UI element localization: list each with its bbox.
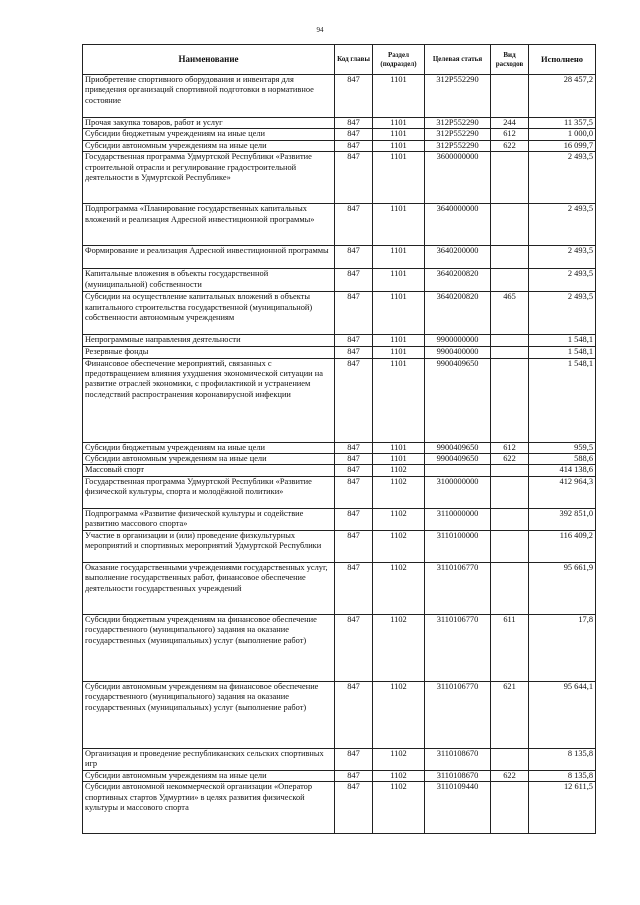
table-row [83, 129, 596, 140]
row-executed-cell: 2 493,5 [529, 152, 596, 204]
header-section: Раздел (подраздел) [373, 45, 425, 75]
row-name-cell: Субсидии автономным учреждениям на иные цели [83, 770, 335, 781]
row-chapter-code-cell: 847 [335, 152, 373, 204]
row-expense-type-cell [491, 530, 529, 562]
row-name-cell: Капитальные вложения в объекты государственной (муниципальной) собственности [83, 269, 335, 292]
row-chapter-code-cell: 847 [335, 442, 373, 453]
row-chapter-code-cell: 847 [335, 770, 373, 781]
table-row [83, 269, 596, 292]
row-expense-type-cell: 621 [491, 681, 529, 748]
row-chapter-code-cell: 847 [335, 75, 373, 118]
row-executed-cell: 12 611,5 [529, 782, 596, 834]
row-name-cell: Субсидии на осуществление капитальных вложений в объекты капитального строительства государственной (муниципальной) собственности автономным учреждениям [83, 292, 335, 335]
row-target-article-cell: 3110108670 [425, 770, 491, 781]
row-name-cell: Организация и проведение республиканских сельских спортивных игр [83, 748, 335, 770]
row-expense-type-cell: 622 [491, 454, 529, 465]
row-chapter-code-cell: 847 [335, 347, 373, 358]
row-executed-cell: 17,8 [529, 614, 596, 681]
row-section-cell: 1102 [373, 748, 425, 770]
row-section-cell: 1101 [373, 140, 425, 151]
row-chapter-code-cell: 847 [335, 508, 373, 530]
row-target-article-cell: 3110100000 [425, 530, 491, 562]
row-section-cell: 1102 [373, 465, 425, 476]
table-row [83, 562, 596, 614]
header-expense-type: Вид расходов [491, 45, 529, 75]
row-section-cell: 1102 [373, 782, 425, 834]
table-row [83, 347, 596, 358]
row-expense-type-cell: 622 [491, 770, 529, 781]
row-expense-type-cell: 612 [491, 129, 529, 140]
row-target-article-cell: 3640200000 [425, 246, 491, 269]
row-target-article-cell: 3110108670 [425, 748, 491, 770]
row-expense-type-cell [491, 465, 529, 476]
table-row [83, 454, 596, 465]
row-target-article-cell: 312P552290 [425, 129, 491, 140]
table-row [83, 140, 596, 151]
row-chapter-code-cell: 847 [335, 681, 373, 748]
row-chapter-code-cell: 847 [335, 129, 373, 140]
row-executed-cell: 8 135,8 [529, 748, 596, 770]
budget-execution-table [82, 44, 596, 834]
row-section-cell: 1101 [373, 129, 425, 140]
row-expense-type-cell [491, 152, 529, 204]
row-target-article-cell: 3640200820 [425, 292, 491, 335]
row-target-article-cell: 3640200820 [425, 269, 491, 292]
row-section-cell: 1101 [373, 442, 425, 453]
row-section-cell: 1101 [373, 152, 425, 204]
row-name-cell: Прочая закупка товаров, работ и услуг [83, 118, 335, 129]
row-target-article-cell: 3640000000 [425, 204, 491, 246]
row-section-cell: 1102 [373, 770, 425, 781]
row-executed-cell: 8 135,8 [529, 770, 596, 781]
table-row [83, 782, 596, 834]
row-section-cell: 1101 [373, 347, 425, 358]
row-name-cell: Оказание государственными учреждениями государственных услуг, выполнение государственных работ, финансовое обеспечение деятельности государственных учреждений [83, 562, 335, 614]
row-section-cell: 1101 [373, 335, 425, 347]
row-name-cell: Подпрограмма «Планирование государственных капитальных вложений и реализация Адресной инвестиционной программы» [83, 204, 335, 246]
row-chapter-code-cell: 847 [335, 204, 373, 246]
row-executed-cell: 1 000,0 [529, 129, 596, 140]
row-chapter-code-cell: 847 [335, 476, 373, 508]
table-row [83, 358, 596, 442]
row-target-article-cell: 9900400000 [425, 347, 491, 358]
table-row [83, 204, 596, 246]
row-name-cell: Непрограммные направления деятельности [83, 335, 335, 347]
table-row [83, 476, 596, 508]
page-number: 94 [316, 26, 324, 34]
row-chapter-code-cell: 847 [335, 562, 373, 614]
row-chapter-code-cell: 847 [335, 530, 373, 562]
row-target-article-cell: 3110106770 [425, 614, 491, 681]
row-name-cell: Приобретение спортивного оборудования и инвентаря для приведения организаций спортивной подготовки в нормативное состояние [83, 75, 335, 118]
row-target-article-cell [425, 465, 491, 476]
row-chapter-code-cell: 847 [335, 292, 373, 335]
row-target-article-cell: 312P552290 [425, 118, 491, 129]
row-target-article-cell: 9900409650 [425, 442, 491, 453]
row-target-article-cell: 312P552290 [425, 140, 491, 151]
row-executed-cell: 2 493,5 [529, 292, 596, 335]
row-executed-cell: 2 493,5 [529, 204, 596, 246]
table-row [83, 335, 596, 347]
row-expense-type-cell [491, 476, 529, 508]
row-name-cell: Субсидии бюджетным учреждениям на финансовое обеспечение государственного (муниципального) задания на оказание государственных (муниципальных) услуг (выполнение работ) [83, 614, 335, 681]
row-name-cell: Государственная программа Удмуртской Республики «Развитие физической культуры, спорта и молодёжной политики» [83, 476, 335, 508]
row-executed-cell: 392 851,0 [529, 508, 596, 530]
row-executed-cell: 959,5 [529, 442, 596, 453]
row-name-cell: Резервные фонды [83, 347, 335, 358]
row-chapter-code-cell: 847 [335, 454, 373, 465]
row-executed-cell: 1 548,1 [529, 358, 596, 442]
row-expense-type-cell [491, 347, 529, 358]
table-row [83, 442, 596, 453]
row-target-article-cell: 3110000000 [425, 508, 491, 530]
row-section-cell: 1102 [373, 476, 425, 508]
row-executed-cell: 588,6 [529, 454, 596, 465]
row-section-cell: 1101 [373, 204, 425, 246]
row-expense-type-cell [491, 75, 529, 118]
row-expense-type-cell [491, 269, 529, 292]
row-expense-type-cell: 611 [491, 614, 529, 681]
row-target-article-cell: 3110106770 [425, 681, 491, 748]
row-section-cell: 1101 [373, 292, 425, 335]
row-target-article-cell: 312P552290 [425, 75, 491, 118]
row-target-article-cell: 3110109440 [425, 782, 491, 834]
table-body [83, 75, 596, 834]
row-name-cell: Массовый спорт [83, 465, 335, 476]
row-executed-cell: 95 661,9 [529, 562, 596, 614]
row-name-cell: Подпрограмма «Развитие физической культуры и содействие развитию массового спорта» [83, 508, 335, 530]
table-row [83, 530, 596, 562]
table-row [83, 292, 596, 335]
row-chapter-code-cell: 847 [335, 465, 373, 476]
row-section-cell: 1102 [373, 530, 425, 562]
row-chapter-code-cell: 847 [335, 748, 373, 770]
row-target-article-cell: 9900000000 [425, 335, 491, 347]
row-section-cell: 1101 [373, 358, 425, 442]
header-chapter-code: Код главы [335, 45, 373, 75]
row-executed-cell: 28 457,2 [529, 75, 596, 118]
row-chapter-code-cell: 847 [335, 140, 373, 151]
row-expense-type-cell [491, 748, 529, 770]
row-name-cell: Субсидии автономным учреждениям на финансовое обеспечение государственного (муниципального) задания на оказание государственных (муниципальных) услуг (выполнение работ) [83, 681, 335, 748]
row-name-cell: Субсидии бюджетным учреждениям на иные цели [83, 442, 335, 453]
header-name: Наименование [83, 45, 335, 75]
table-row [83, 246, 596, 269]
row-name-cell: Субсидии бюджетным учреждениям на иные цели [83, 129, 335, 140]
row-section-cell: 1101 [373, 118, 425, 129]
row-name-cell: Субсидии автономным учреждениям на иные цели [83, 140, 335, 151]
row-executed-cell: 412 964,3 [529, 476, 596, 508]
row-chapter-code-cell: 847 [335, 358, 373, 442]
row-expense-type-cell [491, 508, 529, 530]
row-name-cell: Участие в организации и (или) проведение физкультурных мероприятий и спортивных мероприятий Удмуртской Республики [83, 530, 335, 562]
table-row [83, 152, 596, 204]
table-row [83, 748, 596, 770]
row-expense-type-cell [491, 246, 529, 269]
row-name-cell: Формирование и реализация Адресной инвестиционной программы [83, 246, 335, 269]
row-section-cell: 1102 [373, 562, 425, 614]
row-section-cell: 1101 [373, 269, 425, 292]
row-name-cell: Финансовое обеспечение мероприятий, связанных с предотвращением влияния ухудшения экономической ситуации на развитие отраслей экономики, с профилактикой и устранением последствий распространения коронавирусной инфекции [83, 358, 335, 442]
table-row [83, 75, 596, 118]
row-section-cell: 1101 [373, 75, 425, 118]
row-section-cell: 1102 [373, 681, 425, 748]
row-executed-cell: 11 357,5 [529, 118, 596, 129]
row-executed-cell: 414 138,6 [529, 465, 596, 476]
table-row [83, 508, 596, 530]
row-chapter-code-cell: 847 [335, 118, 373, 129]
row-expense-type-cell: 465 [491, 292, 529, 335]
table-row [83, 465, 596, 476]
row-expense-type-cell: 244 [491, 118, 529, 129]
row-target-article-cell: 3600000000 [425, 152, 491, 204]
header-target-article: Целевая статья [425, 45, 491, 75]
table-row [83, 118, 596, 129]
row-chapter-code-cell: 847 [335, 614, 373, 681]
row-section-cell: 1102 [373, 508, 425, 530]
row-section-cell: 1102 [373, 614, 425, 681]
row-executed-cell: 1 548,1 [529, 347, 596, 358]
row-target-article-cell: 3100000000 [425, 476, 491, 508]
row-executed-cell: 16 099,7 [529, 140, 596, 151]
table-row [83, 614, 596, 681]
table-row [83, 770, 596, 781]
row-expense-type-cell: 622 [491, 140, 529, 151]
row-target-article-cell: 9900409650 [425, 454, 491, 465]
row-executed-cell: 116 409,2 [529, 530, 596, 562]
row-executed-cell: 95 644,1 [529, 681, 596, 748]
row-chapter-code-cell: 847 [335, 782, 373, 834]
row-executed-cell: 2 493,5 [529, 269, 596, 292]
row-expense-type-cell: 612 [491, 442, 529, 453]
row-name-cell: Субсидии автономным учреждениям на иные цели [83, 454, 335, 465]
table-header-row [83, 45, 596, 75]
row-expense-type-cell [491, 358, 529, 442]
row-section-cell: 1101 [373, 454, 425, 465]
row-expense-type-cell [491, 335, 529, 347]
row-expense-type-cell [491, 782, 529, 834]
row-chapter-code-cell: 847 [335, 246, 373, 269]
row-target-article-cell: 9900409650 [425, 358, 491, 442]
row-section-cell: 1101 [373, 246, 425, 269]
row-expense-type-cell [491, 204, 529, 246]
row-chapter-code-cell: 847 [335, 335, 373, 347]
table-row [83, 681, 596, 748]
row-chapter-code-cell: 847 [335, 269, 373, 292]
header-executed: Исполнено [529, 45, 596, 75]
row-expense-type-cell [491, 562, 529, 614]
row-executed-cell: 2 493,5 [529, 246, 596, 269]
row-executed-cell: 1 548,1 [529, 335, 596, 347]
row-name-cell: Субсидии автономной некоммерческой организации «Оператор спортивных стартов Удмуртии» в целях развития физической культуры и массового спорта [83, 782, 335, 834]
row-name-cell: Государственная программа Удмуртской Республики «Развитие строительной отрасли и регулирование градостроительной деятельности в Удмуртской Республике» [83, 152, 335, 204]
row-target-article-cell: 3110106770 [425, 562, 491, 614]
